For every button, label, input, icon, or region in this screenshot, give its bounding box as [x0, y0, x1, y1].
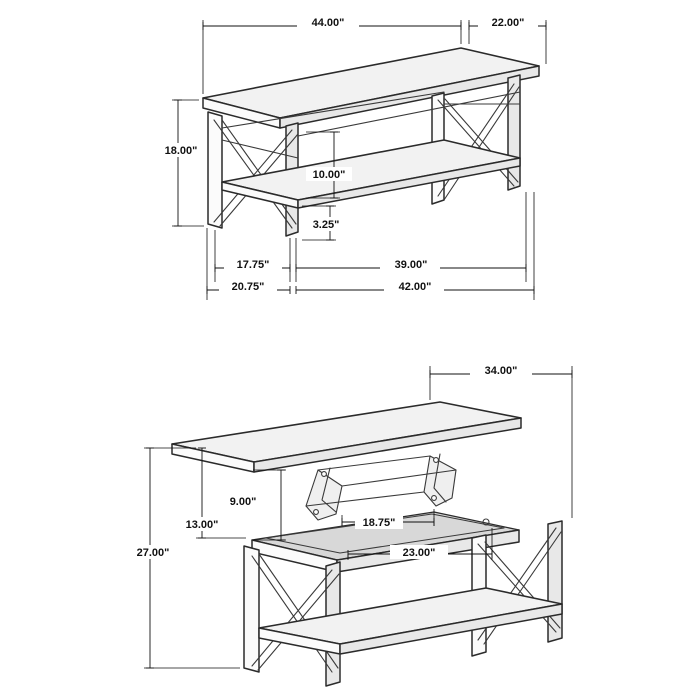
lift-mechanism — [306, 454, 456, 520]
dim-side-depth-inner: 17.75" — [236, 259, 270, 271]
dim-compartment-width: 23.00" — [402, 547, 436, 559]
dim-floor-clearance: 3.25" — [312, 219, 340, 231]
dim-lift-top-height: 13.00" — [185, 519, 219, 531]
lifted-leg-front-left — [244, 546, 259, 672]
dim-front-width-outer: 42.00" — [398, 281, 432, 293]
dim-table-height: 18.00" — [164, 145, 198, 157]
dim-lift-rise: 9.00" — [229, 496, 257, 508]
dim-side-depth-outer: 20.75" — [231, 281, 265, 293]
dim-lifted-top-width: 34.00" — [484, 365, 518, 377]
dim-compartment-depth: 18.75" — [362, 517, 396, 529]
dim-overall-lift-height: 27.00" — [136, 547, 170, 559]
lifted-table-illustration — [172, 402, 562, 686]
dim-top-depth: 22.00" — [491, 17, 525, 29]
dim-front-width-inner: 39.00" — [394, 259, 428, 271]
dim-top-width: 44.00" — [311, 17, 345, 29]
closed-table-illustration — [203, 48, 539, 236]
leg-front-left — [208, 112, 222, 228]
dim-shelf-clearance: 10.00" — [312, 169, 346, 181]
lifted-leg-rear-right — [548, 521, 562, 642]
